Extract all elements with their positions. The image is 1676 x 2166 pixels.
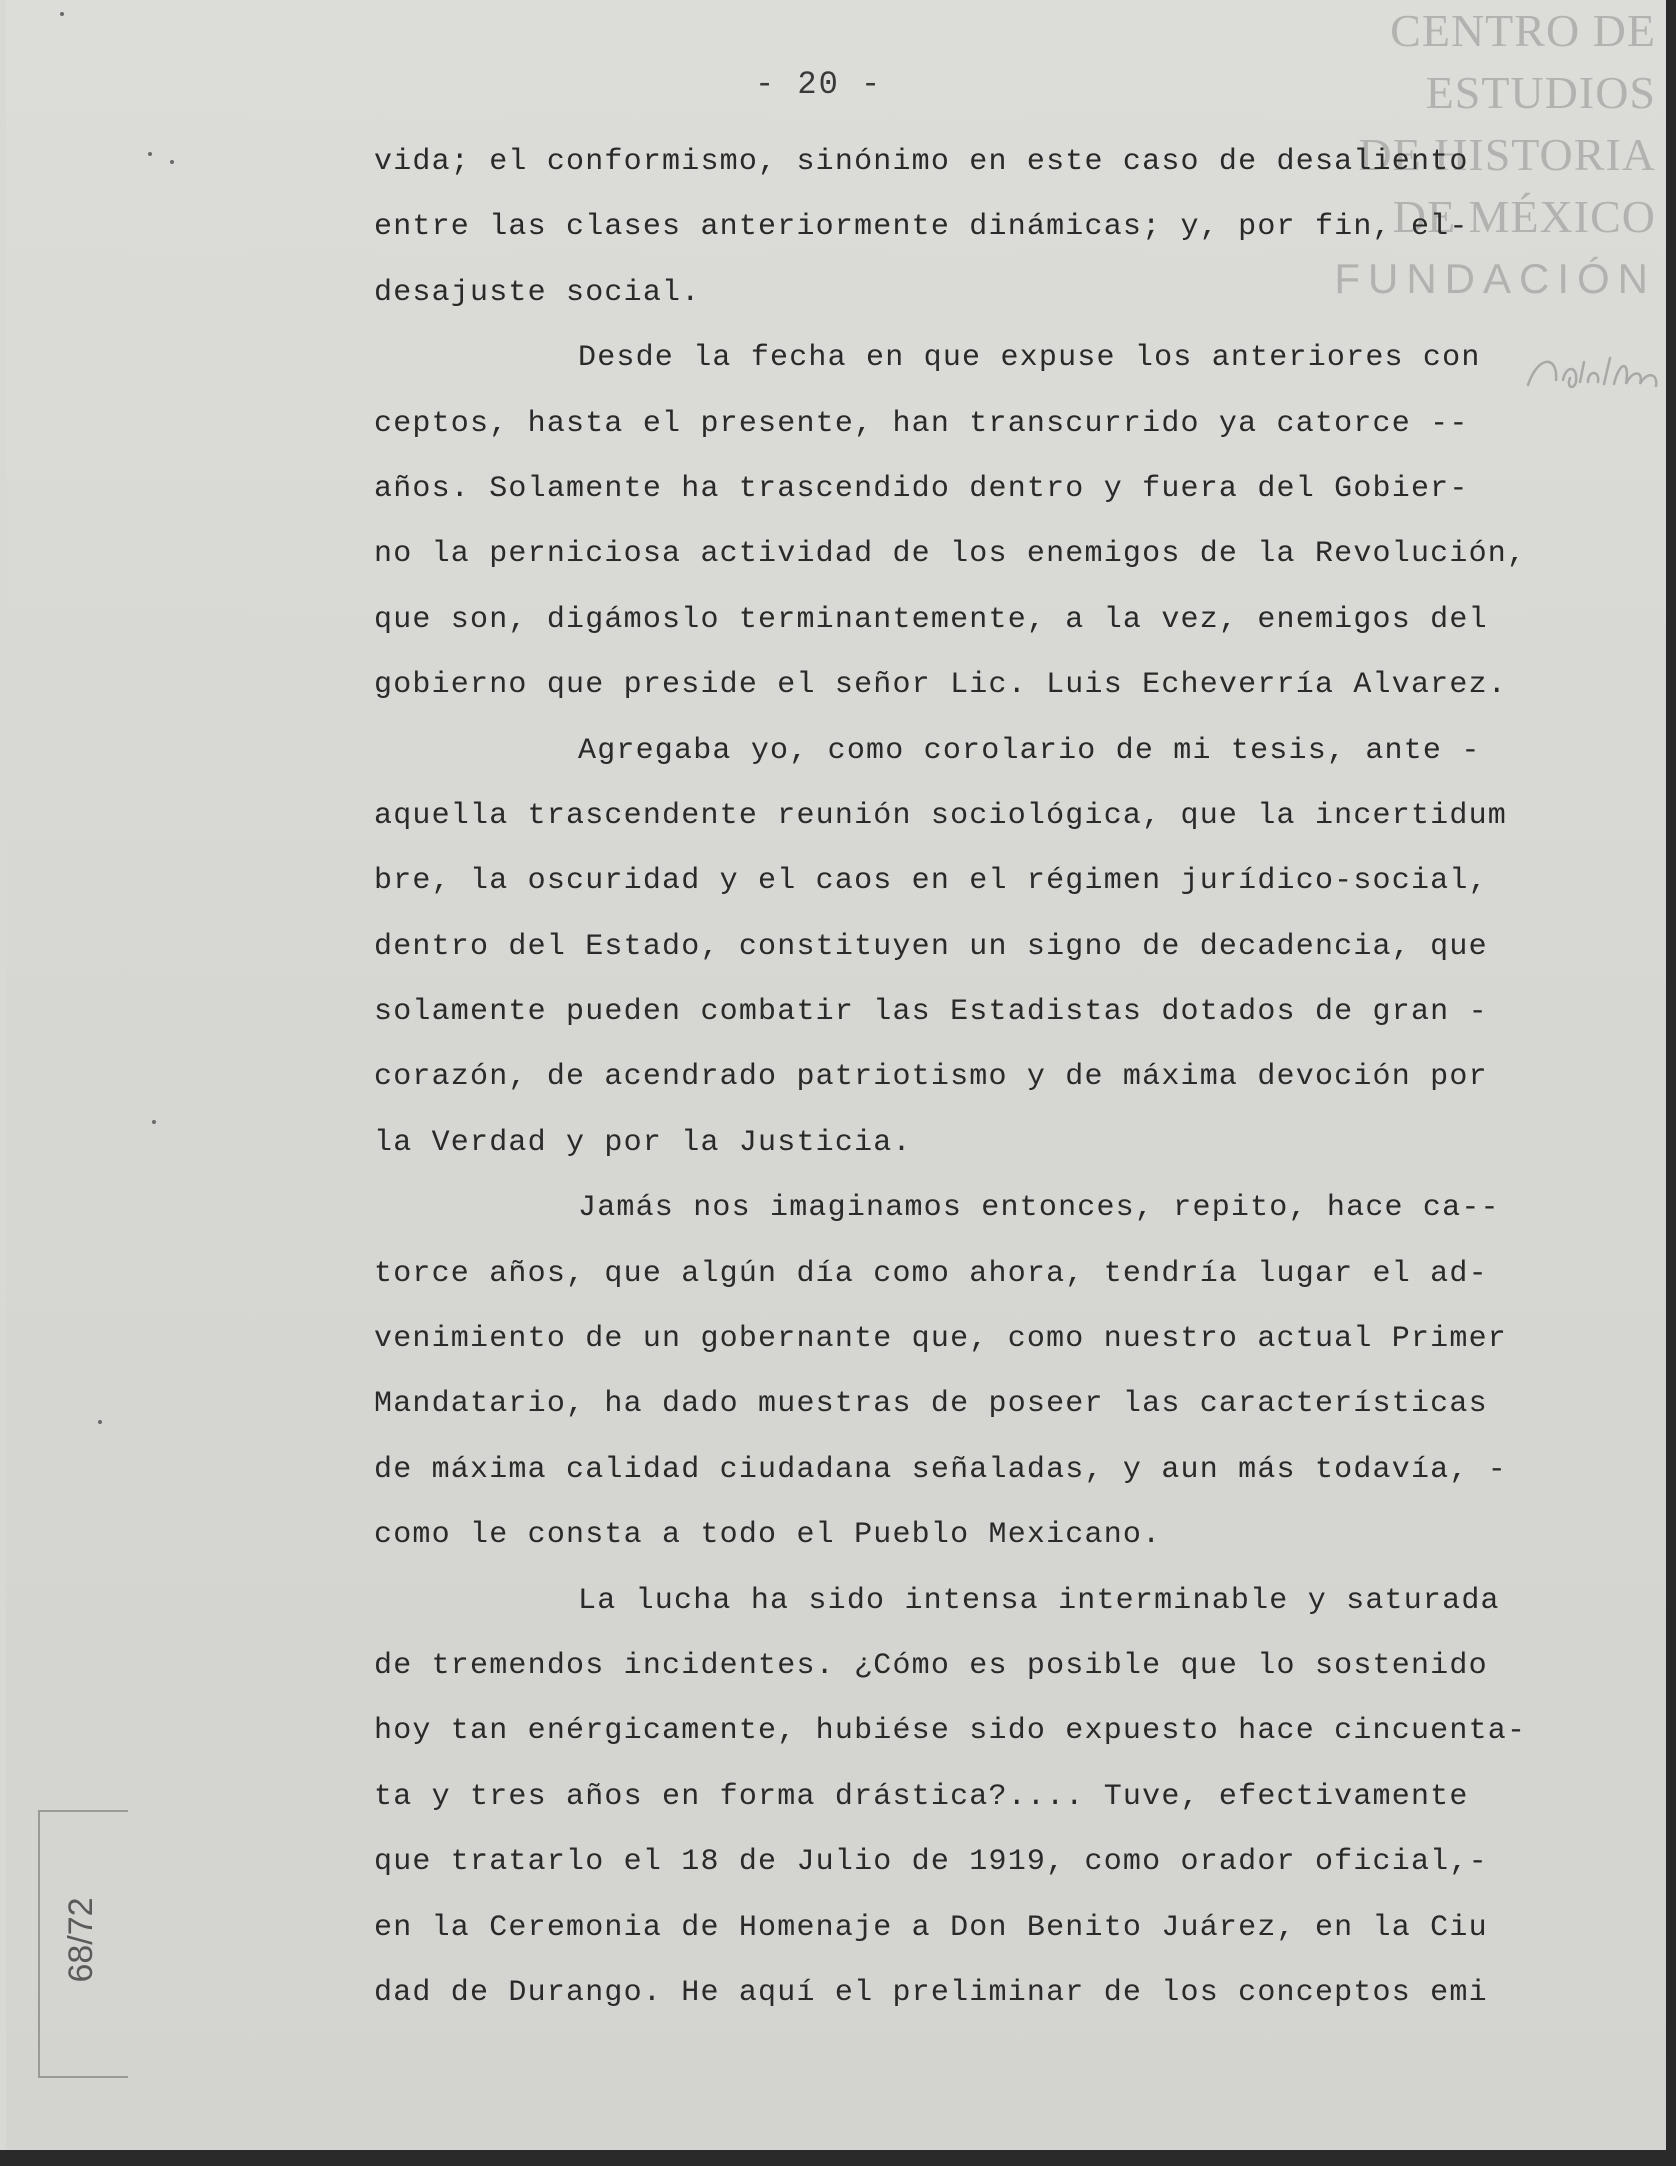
text-line: de tremendos incidentes. ¿Cómo es posible que lo sostenido — [374, 1648, 1488, 1683]
text-line: de máxima calidad ciudadana señaladas, y aun más todavía, - — [374, 1452, 1507, 1487]
text-line: solamente pueden combatir las Estadistas dotados de gran - — [374, 995, 1488, 1030]
watermark-line: CENTRO DE — [1390, 5, 1656, 56]
text-line: bre, la oscuridad y el caos en el régimen jurídico-social, — [374, 864, 1488, 899]
text-line: dentro del Estado, constituyen un signo de decadencia, que — [374, 929, 1488, 964]
watermark-line: FUNDACIÓN — [1334, 255, 1656, 302]
watermark-line: ESTUDIOS — [1425, 67, 1656, 118]
text-line: dad de Durango. He aquí el preliminar de los conceptos emi — [374, 1975, 1488, 2010]
text-line: que son, digámoslo terminantemente, a la vez, enemigos del — [374, 602, 1488, 637]
scan-edge-right — [1666, 0, 1676, 2166]
paragraph-start-line: Jamás nos imaginamos entonces, repito, hace ca-- — [578, 1191, 1500, 1226]
archive-stamp — [12, 1870, 102, 2010]
text-line: ta y tres años en forma drástica?.... Tuve, efectivamente — [374, 1779, 1469, 1814]
text-line: hoy tan enérgicamente, hubiése sido expuesto hace cincuenta- — [374, 1714, 1527, 1749]
text-line: venimiento de un gobernante que, como nuestro actual Primer — [374, 1322, 1507, 1357]
text-line: entre las clases anteriormente dinámicas; y, por fin, el- — [374, 210, 1469, 245]
paragraph-start-line: Desde la fecha en que expuse los anteriores con — [578, 341, 1481, 376]
paper-speck — [152, 1120, 156, 1124]
watermark-line: DE HISTORIA — [1358, 129, 1656, 180]
text-line: Mandatario, ha dado muestras de poseer las características — [374, 1387, 1488, 1422]
paragraph-start-line: La lucha ha sido intensa interminable y saturada — [578, 1583, 1500, 1618]
text-line: años. Solamente ha trascendido dentro y fuera del Gobier- — [374, 471, 1469, 506]
archive-stamp-text: 68/72 — [62, 1897, 100, 1983]
text-line: vida; el conformismo, sinónimo en este caso de desaliento — [374, 145, 1469, 179]
paper-speck — [98, 1420, 102, 1424]
text-line: como le consta a todo el Pueblo Mexicano. — [374, 1518, 1162, 1553]
text-line: gobierno que preside el señor Lic. Luis Echeverría Alvarez. — [374, 668, 1507, 703]
text-line: que tratarlo el 18 de Julio de 1919, como orador oficial,- — [374, 1845, 1488, 1880]
text-line: en la Ceremonia de Homenaje a Don Benito Juárez, en la Ciu — [374, 1910, 1488, 1945]
page-number: - 20 - — [755, 66, 883, 103]
text-line: corazón, de acendrado patriotismo y de máxima devoción por — [374, 1060, 1488, 1095]
text-line: aquella trascendente reunión sociológica, que la incertidum — [374, 798, 1507, 833]
text-line: ceptos, hasta el presente, han transcurrido ya catorce -- — [374, 406, 1469, 441]
watermark-line: DE MÉXICO — [1392, 191, 1656, 242]
paper-speck — [148, 152, 152, 156]
text-line: la Verdad y por la Justicia. — [374, 1125, 912, 1160]
paragraph-start-line: Agregaba yo, como corolario de mi tesis, ante - — [578, 733, 1481, 768]
text-line: desajuste social. — [374, 275, 701, 310]
paper-speck — [170, 160, 174, 164]
text-line: no la perniciosa actividad de los enemigos de la Revolución, — [374, 537, 1527, 572]
paper-speck — [60, 12, 64, 16]
text-line: torce años, que algún día como ahora, tendría lugar el ad- — [374, 1256, 1488, 1291]
typed-text-body — [374, 130, 1584, 2026]
scan-edge-bottom — [0, 2150, 1676, 2166]
